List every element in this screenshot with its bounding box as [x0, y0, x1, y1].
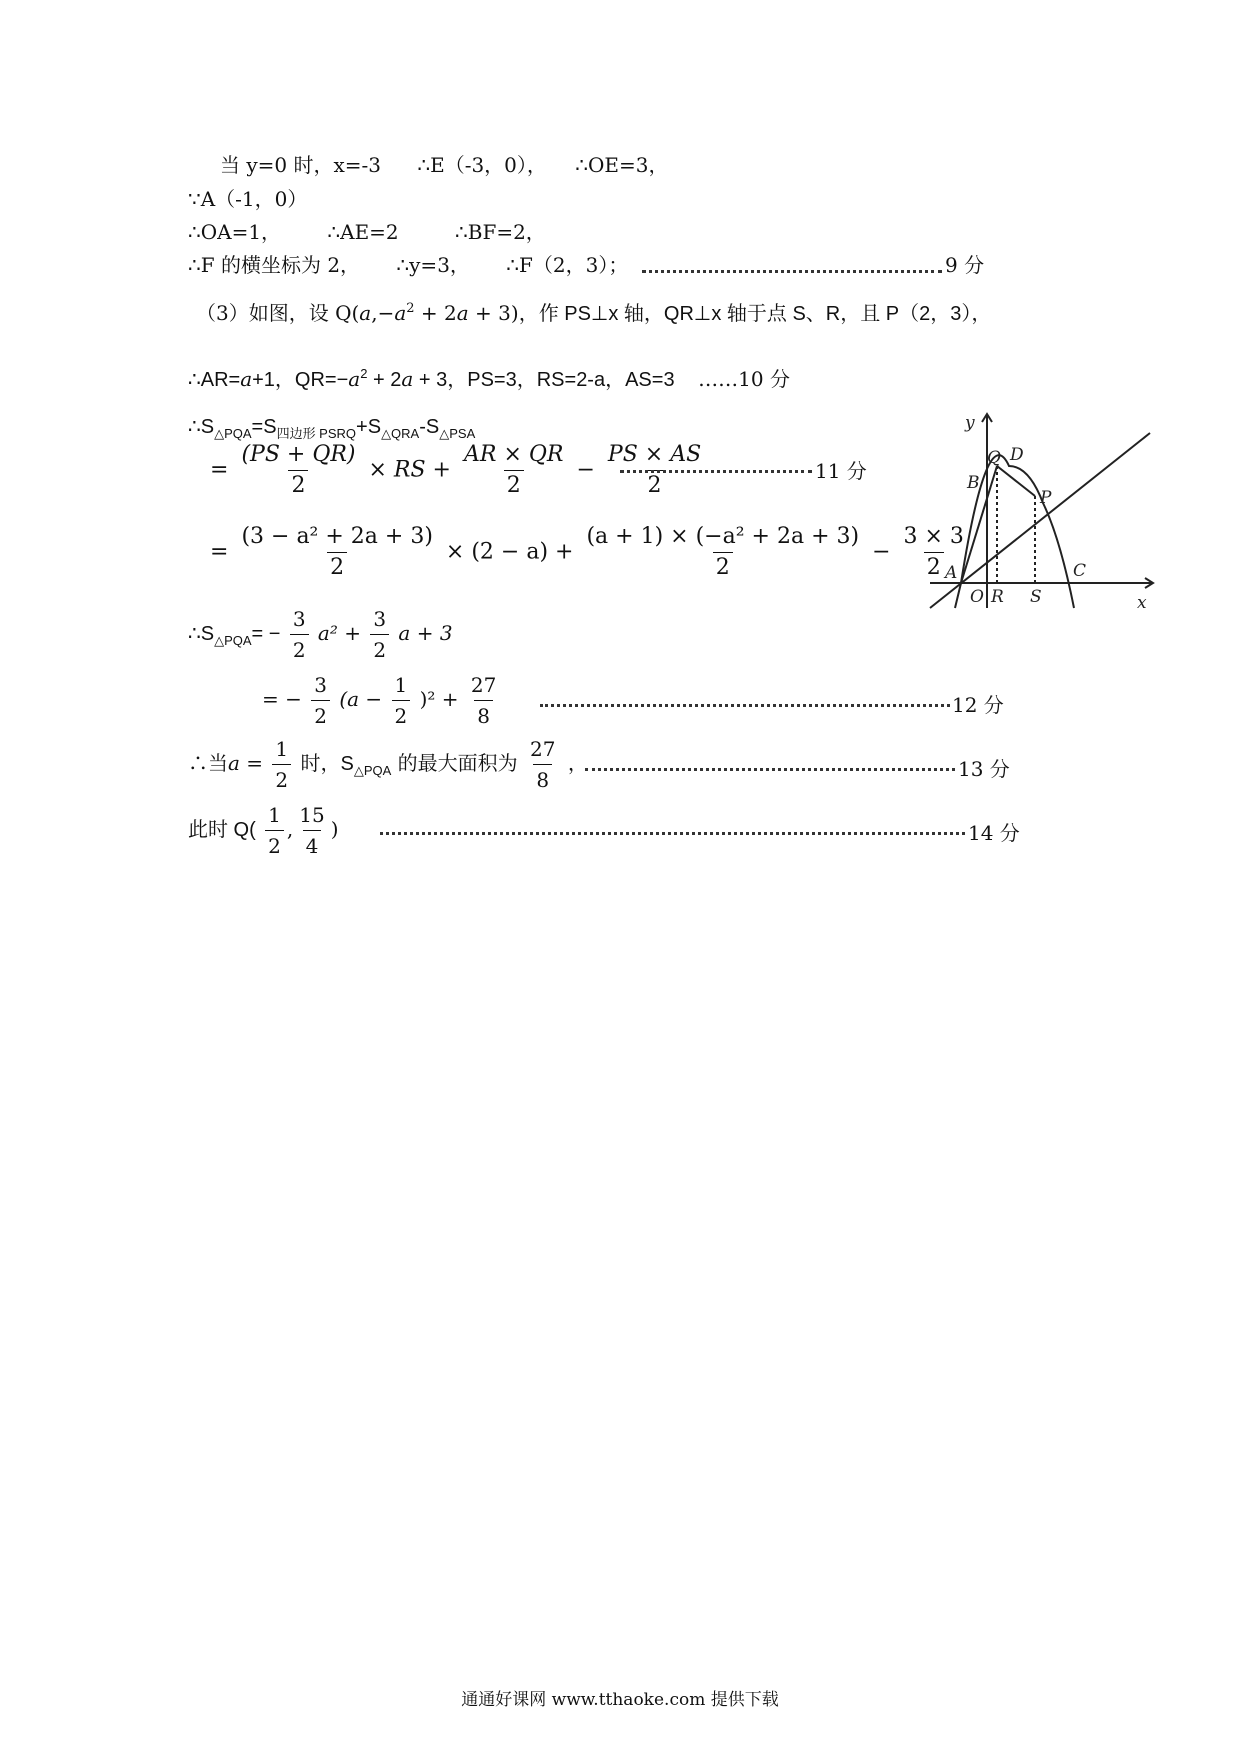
denominator: 2 [645, 470, 665, 499]
text: ∴F 的横坐标为 2， [188, 253, 361, 277]
dot-leader [642, 270, 942, 273]
denominator: 2 [288, 470, 308, 499]
denominator: 2 [290, 634, 309, 663]
text: × RS + [368, 457, 451, 483]
subscript: △PQA [214, 633, 252, 648]
numerator: 27 [530, 737, 556, 761]
fraction [272, 736, 291, 793]
denominator: 2 [504, 470, 524, 499]
denominator: 2 [924, 552, 944, 581]
text: ∴BF=2， [455, 220, 546, 244]
text: + 3，PS=3，RS=2-a，AS=3 [413, 369, 675, 391]
segment-qp [997, 466, 1035, 496]
denominator: 2 [272, 764, 291, 793]
fraction [311, 672, 330, 729]
text: = − [262, 687, 302, 711]
fraction [583, 524, 862, 581]
fraction [238, 442, 358, 499]
text: (a − [339, 687, 383, 711]
numerator: 15 [299, 803, 325, 827]
text: ∴OA=1， [188, 220, 282, 244]
text: -S [419, 416, 440, 438]
numerator: 27 [470, 673, 497, 697]
text: + 3) [468, 301, 519, 325]
label-x: x [1137, 593, 1147, 613]
formula-line-10 [188, 606, 453, 663]
subscript: △PQA [353, 763, 392, 778]
text: ∴E（-3，0）， [417, 153, 547, 177]
text: ，作 PS⊥x 轴，QR⊥x 轴于点 S、R，且 P（2，3）， [518, 303, 992, 325]
text: 时，S [300, 753, 354, 775]
score-label: 12 分 [952, 693, 1004, 717]
text: + 2 [414, 301, 457, 325]
label-p: P [1040, 488, 1052, 508]
numerator: PS × AS [607, 442, 702, 467]
denominator: 2 [327, 552, 347, 581]
numerator: 1 [275, 737, 289, 761]
fraction [461, 442, 566, 499]
fraction [392, 672, 411, 729]
text: a [228, 751, 240, 775]
text: +S [356, 416, 382, 438]
numerator: 3 [373, 607, 387, 631]
line-ap [930, 433, 1150, 608]
text: , [286, 817, 294, 841]
text: ∴OE=3， [575, 153, 669, 177]
label-o: O [970, 587, 984, 607]
text: ∴F（2，3）； [506, 253, 629, 277]
text: a [348, 367, 361, 391]
score-label: 13 分 [958, 757, 1010, 781]
line-4 [188, 252, 628, 278]
score-label: 14 分 [968, 821, 1020, 845]
dot-leader [540, 704, 950, 707]
subscript: △PSA [439, 426, 476, 441]
numerator: 3 × 3 [903, 524, 964, 549]
score-label: ……10 分 [698, 367, 790, 391]
fraction [296, 802, 327, 859]
denominator: 8 [533, 764, 552, 793]
text: 当 y=0 时，x=-3 [220, 153, 382, 177]
denominator: 8 [474, 700, 493, 729]
text: a² + [317, 621, 361, 645]
numerator: 3 [292, 607, 306, 631]
numerator: AR × QR [464, 442, 564, 467]
text: = [210, 539, 229, 565]
text: ∴y=3， [396, 253, 470, 277]
numerator: 1 [268, 803, 281, 827]
text: × (2 − a) + [445, 539, 574, 565]
dot-leader [380, 832, 965, 835]
text: ∴S [188, 623, 215, 645]
text: ∴AE=2 [327, 220, 399, 244]
score-label: 9 分 [945, 253, 985, 277]
text: 此时 Q( [188, 819, 256, 841]
numerator: (3 − a² + 2a + 3) [241, 524, 433, 549]
line-6 [188, 366, 790, 395]
text: a [456, 301, 469, 325]
fraction [468, 672, 499, 729]
denominator: 2 [265, 830, 284, 859]
fraction [527, 736, 558, 793]
text: )² + [419, 687, 459, 711]
text: a [359, 301, 372, 325]
denominator: 2 [311, 700, 330, 729]
label-a: A [945, 563, 958, 583]
label-y: y [965, 413, 975, 433]
text: （3）如图，设 Q( [196, 301, 360, 325]
subscript: △PQA [214, 426, 252, 441]
formula-line-13 [188, 802, 339, 859]
footer-text: 通通好课网 www.tthaoke.com 提供下载 [461, 1690, 779, 1710]
label-d: D [1010, 445, 1024, 465]
text: a [401, 367, 414, 391]
text: ) [330, 817, 339, 841]
formula-line-11 [262, 672, 502, 729]
text: ∵A（-1，0） [188, 187, 308, 211]
text: + 2 [367, 369, 402, 391]
fraction [370, 606, 389, 663]
denominator: 2 [392, 700, 411, 729]
denominator: 4 [303, 830, 322, 859]
label-b: B [967, 473, 980, 493]
text: = − [251, 623, 281, 645]
denominator: 2 [713, 552, 733, 581]
superscript: 2 [360, 366, 368, 381]
text: a [240, 367, 253, 391]
superscript: 2 [406, 301, 415, 316]
fraction [290, 606, 309, 663]
text: ∴当 [188, 751, 228, 775]
denominator: 2 [370, 634, 389, 663]
subscript: △QRA [381, 426, 420, 441]
text: a [394, 301, 407, 325]
formula-line-9 [210, 524, 970, 581]
numerator: 3 [314, 673, 327, 697]
label-q: Q [987, 448, 1001, 468]
fraction [238, 524, 435, 581]
text: ,− [371, 301, 395, 325]
parabola-figure [925, 408, 1155, 618]
line-5 [196, 300, 991, 330]
score-label: 11 分 [815, 459, 867, 483]
subscript: 四边形 PSRQ [276, 426, 357, 441]
text: +1，QR=− [252, 369, 349, 391]
formula-line-12 [188, 736, 588, 793]
line-1 [220, 152, 668, 178]
text: = [239, 751, 264, 775]
text: ∴S [188, 416, 215, 438]
numerator: (PS + QR) [241, 442, 356, 467]
text: − [872, 539, 891, 565]
text: − [576, 457, 595, 483]
dot-leader [585, 768, 955, 771]
numerator: (a + 1) × (−a² + 2a + 3) [586, 524, 860, 549]
label-s: S [1030, 587, 1042, 607]
label-c: C [1073, 561, 1087, 581]
text: ∴AR= [188, 369, 241, 391]
text: 的最大面积为 [391, 751, 518, 775]
fraction [265, 802, 284, 859]
line-3 [188, 219, 546, 245]
line-2 [188, 186, 307, 212]
text: a + 3 [398, 621, 453, 645]
line-7 [188, 414, 475, 442]
label-r: R [991, 587, 1004, 607]
dot-leader [620, 470, 812, 473]
text: =S [251, 416, 277, 438]
numerator: 1 [394, 673, 408, 697]
text: ， [567, 751, 588, 775]
text: = [210, 457, 229, 483]
